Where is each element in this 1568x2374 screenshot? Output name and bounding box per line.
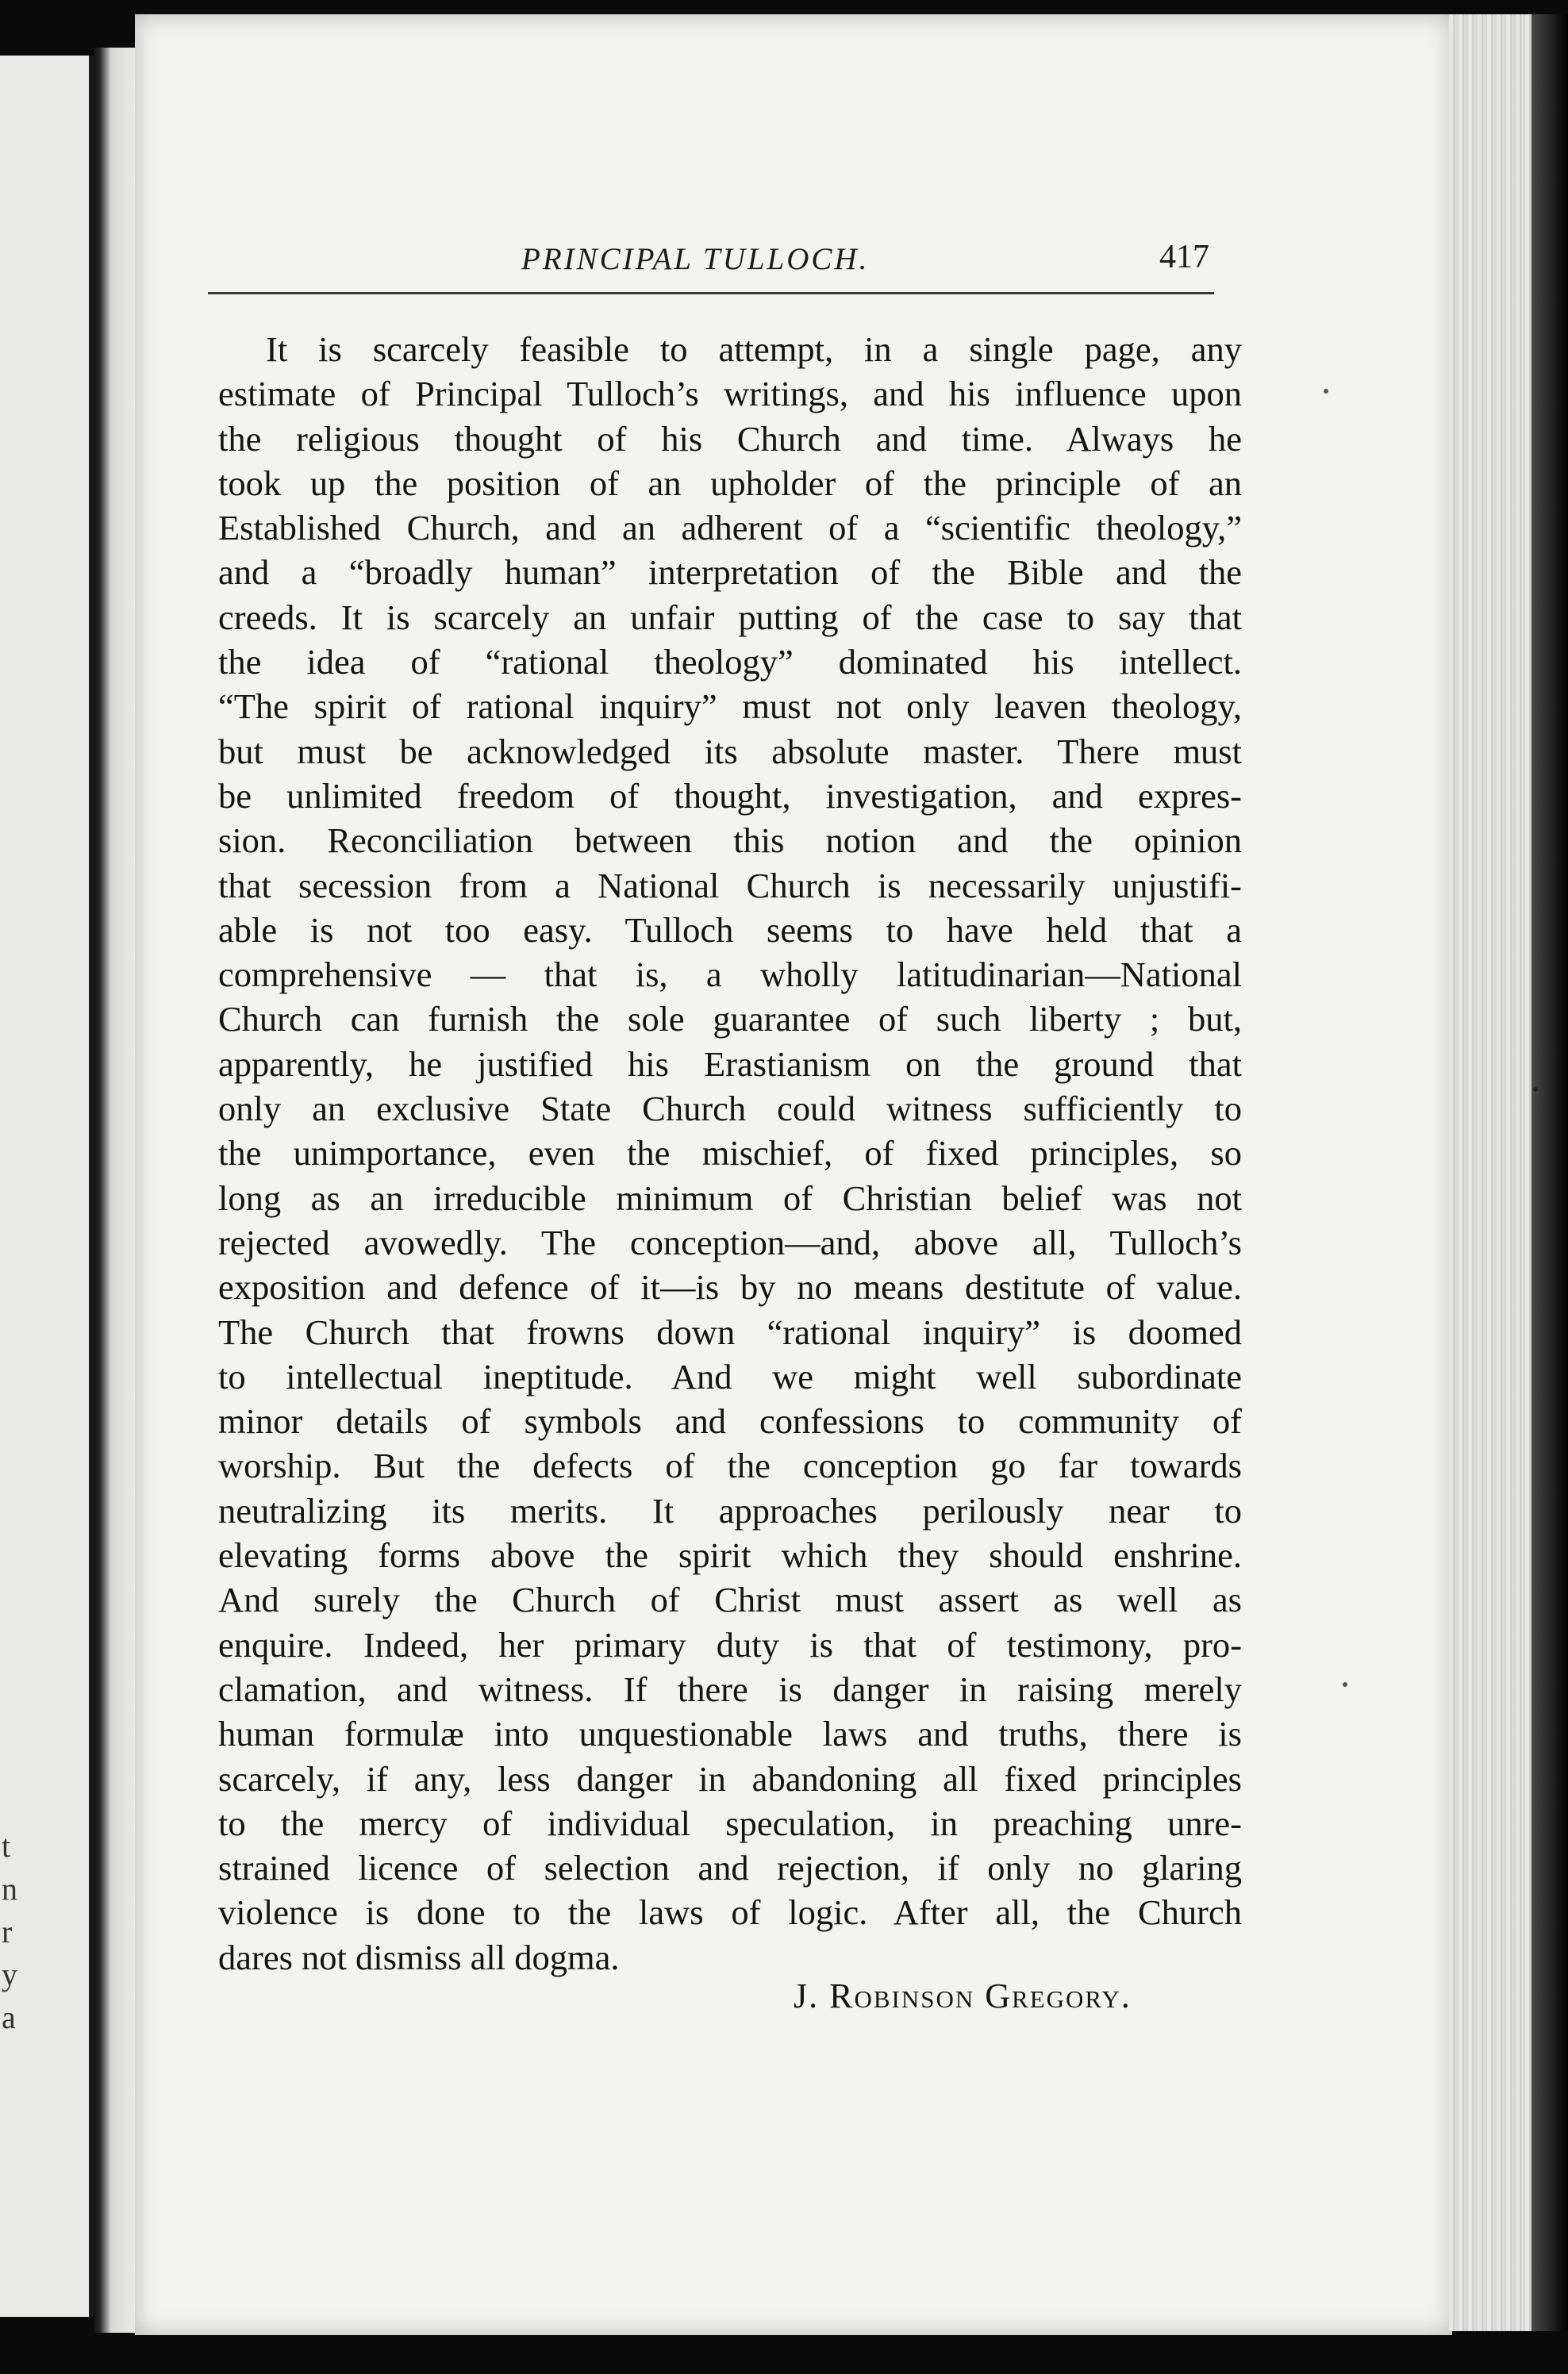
text-line: Established Church, and an adherent of a “scientific theology,” [218,508,1242,548]
scan-speck [1533,1087,1538,1092]
text-line: violence is done to the laws of logic. After all, the Church [218,1892,1242,1933]
text-line: only an exclusive State Church could witness sufficiently to [218,1089,1242,1129]
text-line: the unimportance, even the mischief, of fixed principles, so [218,1133,1242,1174]
facing-page-edge [0,56,94,2317]
text-line: clamation, and witness. If there is danger in raising merely [218,1669,1242,1709]
text-line: be unlimited freedom of thought, investigation, and expres- [218,775,1242,816]
page-stack-edges [1449,14,1531,2331]
facing-fragment: y [2,1957,17,1992]
text-line: creeds. It is scarcely an unfair putting of the case to say that [218,597,1242,637]
text-line: long as an irreducible minimum of Christian belief was not [218,1177,1242,1218]
text-line: to intellectual ineptitude. And we might well subordinate [218,1356,1242,1396]
facing-fragment: t [2,1828,11,1864]
text-line: exposition and defence of it—is by no means destitute of value. [218,1267,1242,1308]
text-line: able is not too easy. Tulloch seems to have held that a [218,909,1242,950]
facing-page-text-fragments [2,1825,17,2039]
scan-speck [1343,1682,1347,1687]
text-line: that secession from a National Church is necessarily unjustifi- [218,865,1242,905]
text-line: apparently, he justified his Erastianism on the ground that [218,1043,1242,1084]
text-line: It is scarcely feasible to attempt, in a single page, any [266,329,1242,369]
text-line: strained licence of selection and rejection, if only no glaring [218,1848,1242,1888]
text-line: comprehensive — that is, a wholly latitudinarian—National [218,955,1242,995]
page-edge-shadow [1531,14,1568,2331]
text-line: human formulæ into unquestionable laws and truths, there is [218,1714,1242,1754]
header-rule [208,292,1214,294]
text-line: the religious thought of his Church and time. Always he [218,418,1242,459]
text-line: “The spirit of rational inquiry” must not only leaven theology, [218,686,1242,727]
author-signature: J. Robinson Gregory. [794,1976,1132,2015]
text-line: enquire. Indeed, her primary duty is that of testimony, pro- [218,1624,1242,1665]
text-line: The Church that frowns down “rational inquiry” is doomed [218,1312,1242,1352]
text-line: rejected avowedly. The conception—and, above all, Tulloch’s [218,1222,1242,1262]
text-line: to the mercy of individual speculation, in preaching unre- [218,1803,1242,1843]
body-paragraph [218,327,1242,1980]
facing-fragment: a [2,1999,16,2035]
facing-fragment: n [2,1871,17,1907]
page-number: 417 [1159,239,1209,275]
text-line: elevating forms above the spirit which they should enshrine. [218,1535,1242,1576]
text-line: scarcely, if any, less danger in abandoning all fixed principles [218,1758,1242,1799]
text-line: neutralizing its merits. It approaches perilously near to [218,1490,1242,1531]
running-title: PRINCIPAL TULLOCH. [521,242,870,276]
text-line: worship. But the defects of the conception go far towards [218,1446,1242,1486]
running-head [208,238,1214,286]
text-line: the idea of “rational theology” dominated his intellect. [218,642,1242,682]
text-line: sion. Reconciliation between this notion and the opinion [218,820,1242,861]
text-line: Church can furnish the sole guarantee of such liberty ; but, [218,999,1242,1039]
text-line: took up the position of an upholder of the principle of an [218,463,1242,503]
text-line: dares not dismiss all dogma. [218,1937,620,1977]
text-line: but must be acknowledged its absolute master. There must [218,731,1242,771]
facing-fragment: r [2,1914,13,1950]
text-line: and a “broadly human” interpretation of the Bible and the [218,552,1242,593]
text-line: And surely the Church of Christ must assert as well as [218,1580,1242,1620]
text-line: minor details of symbols and confessions to community of [218,1401,1242,1442]
text-line: estimate of Principal Tulloch’s writings, and his influence upon [218,374,1242,414]
scan-speck [1324,389,1328,394]
